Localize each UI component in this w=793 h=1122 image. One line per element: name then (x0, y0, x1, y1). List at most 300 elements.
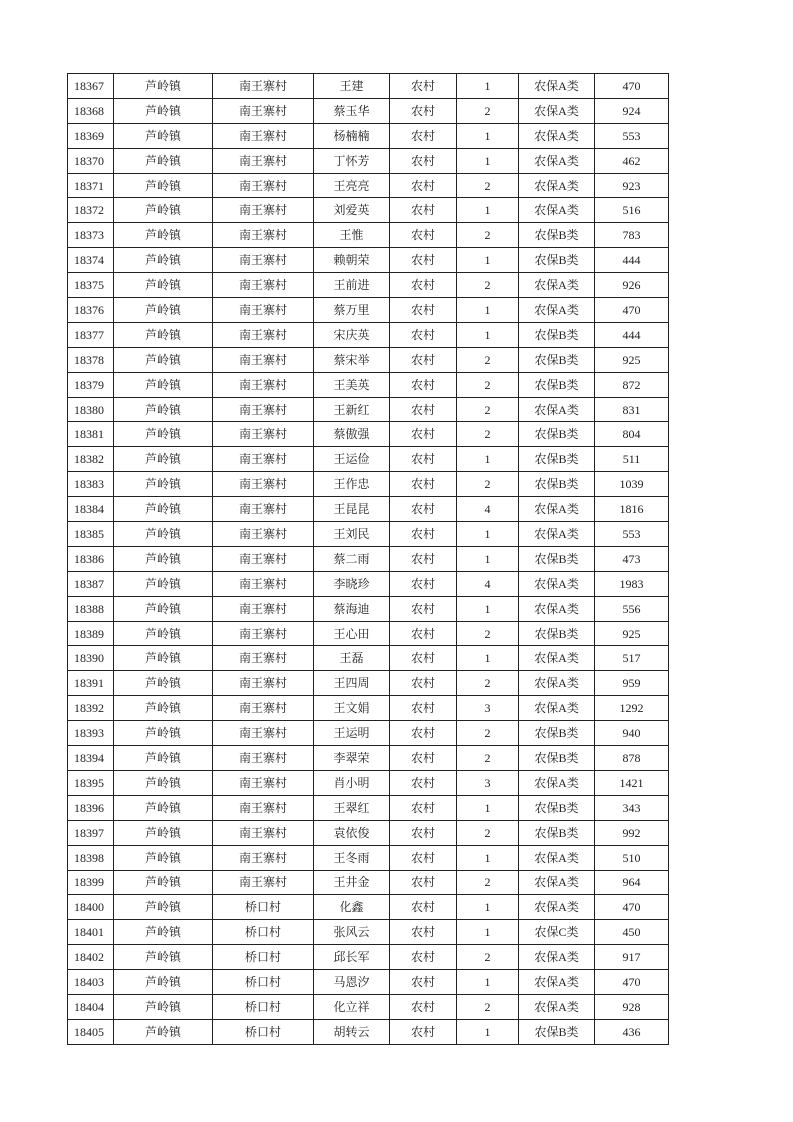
town-cell: 芦岭镇 (114, 223, 213, 248)
amount-cell: 553 (595, 123, 669, 148)
household-count-cell: 1 (457, 123, 519, 148)
household-count-cell: 2 (457, 472, 519, 497)
table-row (68, 497, 669, 522)
area-type-cell: 农村 (390, 646, 457, 671)
town-cell: 芦岭镇 (114, 920, 213, 945)
record-id-cell: 18390 (68, 646, 114, 671)
record-id-cell: 18377 (68, 322, 114, 347)
table-row (68, 123, 669, 148)
household-count-cell: 2 (457, 945, 519, 970)
town-cell: 芦岭镇 (114, 671, 213, 696)
household-count-cell: 2 (457, 746, 519, 771)
insurance-category-cell: 农保B类 (519, 746, 595, 771)
name-cell: 王翠红 (314, 795, 390, 820)
name-cell: 马恩汐 (314, 970, 390, 995)
area-type-cell: 农村 (390, 497, 457, 522)
household-count-cell: 1 (457, 546, 519, 571)
name-cell: 蔡万里 (314, 298, 390, 323)
name-cell: 肖小明 (314, 770, 390, 795)
name-cell: 王新红 (314, 397, 390, 422)
town-cell: 芦岭镇 (114, 298, 213, 323)
record-id-cell: 18396 (68, 795, 114, 820)
village-cell: 南王寨村 (213, 845, 314, 870)
record-id-cell: 18402 (68, 945, 114, 970)
town-cell: 芦岭镇 (114, 795, 213, 820)
table-row (68, 895, 669, 920)
insurance-category-cell: 农保B类 (519, 546, 595, 571)
area-type-cell: 农村 (390, 671, 457, 696)
table-row (68, 621, 669, 646)
amount-cell: 462 (595, 148, 669, 173)
record-id-cell: 18405 (68, 1019, 114, 1044)
table-row (68, 746, 669, 771)
table-row (68, 820, 669, 845)
village-cell: 南王寨村 (213, 472, 314, 497)
record-id-cell: 18373 (68, 223, 114, 248)
household-count-cell: 2 (457, 223, 519, 248)
table-row (68, 1019, 669, 1044)
name-cell: 蔡海迪 (314, 596, 390, 621)
amount-cell: 517 (595, 646, 669, 671)
town-cell: 芦岭镇 (114, 522, 213, 547)
town-cell: 芦岭镇 (114, 422, 213, 447)
area-type-cell: 农村 (390, 198, 457, 223)
record-id-cell: 18391 (68, 671, 114, 696)
table-row (68, 447, 669, 472)
household-count-cell: 2 (457, 820, 519, 845)
household-count-cell: 1 (457, 970, 519, 995)
table-row (68, 148, 669, 173)
record-id-cell: 18385 (68, 522, 114, 547)
area-type-cell: 农村 (390, 621, 457, 646)
insurance-category-cell: 农保A类 (519, 123, 595, 148)
household-count-cell: 1 (457, 845, 519, 870)
insurance-category-cell: 农保A类 (519, 696, 595, 721)
table-row (68, 671, 669, 696)
amount-cell: 343 (595, 795, 669, 820)
amount-cell: 992 (595, 820, 669, 845)
village-cell: 南王寨村 (213, 497, 314, 522)
village-cell: 桥口村 (213, 920, 314, 945)
table-row (68, 422, 669, 447)
town-cell: 芦岭镇 (114, 945, 213, 970)
table-body (68, 74, 669, 1045)
amount-cell: 470 (595, 970, 669, 995)
household-count-cell: 1 (457, 920, 519, 945)
record-id-cell: 18381 (68, 422, 114, 447)
village-cell: 南王寨村 (213, 98, 314, 123)
town-cell: 芦岭镇 (114, 248, 213, 273)
insurance-category-cell: 农保B类 (519, 223, 595, 248)
record-id-cell: 18392 (68, 696, 114, 721)
table-row (68, 571, 669, 596)
record-id-cell: 18393 (68, 721, 114, 746)
table-row (68, 397, 669, 422)
household-count-cell: 1 (457, 322, 519, 347)
town-cell: 芦岭镇 (114, 198, 213, 223)
household-count-cell: 2 (457, 422, 519, 447)
town-cell: 芦岭镇 (114, 497, 213, 522)
table-row (68, 223, 669, 248)
area-type-cell: 农村 (390, 845, 457, 870)
name-cell: 化立祥 (314, 994, 390, 1019)
record-id-cell: 18380 (68, 397, 114, 422)
town-cell: 芦岭镇 (114, 546, 213, 571)
table-row (68, 970, 669, 995)
area-type-cell: 农村 (390, 148, 457, 173)
town-cell: 芦岭镇 (114, 646, 213, 671)
record-id-cell: 18395 (68, 770, 114, 795)
insurance-category-cell: 农保A类 (519, 870, 595, 895)
village-cell: 南王寨村 (213, 148, 314, 173)
record-id-cell: 18383 (68, 472, 114, 497)
village-cell: 南王寨村 (213, 198, 314, 223)
area-type-cell: 农村 (390, 372, 457, 397)
village-cell: 南王寨村 (213, 397, 314, 422)
table-row (68, 273, 669, 298)
village-cell: 南王寨村 (213, 74, 314, 99)
amount-cell: 556 (595, 596, 669, 621)
town-cell: 芦岭镇 (114, 621, 213, 646)
record-id-cell: 18387 (68, 571, 114, 596)
record-id-cell: 18384 (68, 497, 114, 522)
insurance-category-cell: 农保B类 (519, 248, 595, 273)
household-count-cell: 4 (457, 571, 519, 596)
table-row (68, 845, 669, 870)
insurance-category-cell: 农保B类 (519, 721, 595, 746)
amount-cell: 878 (595, 746, 669, 771)
table-row (68, 298, 669, 323)
insurance-category-cell: 农保B类 (519, 621, 595, 646)
insurance-category-cell: 农保A类 (519, 522, 595, 547)
town-cell: 芦岭镇 (114, 820, 213, 845)
household-count-cell: 2 (457, 671, 519, 696)
village-cell: 桥口村 (213, 994, 314, 1019)
amount-cell: 1421 (595, 770, 669, 795)
household-count-cell: 2 (457, 994, 519, 1019)
insurance-category-cell: 农保B类 (519, 820, 595, 845)
name-cell: 丁怀芳 (314, 148, 390, 173)
data-table (67, 73, 669, 1045)
area-type-cell: 农村 (390, 820, 457, 845)
table-row (68, 522, 669, 547)
town-cell: 芦岭镇 (114, 571, 213, 596)
area-type-cell: 农村 (390, 322, 457, 347)
insurance-category-cell: 农保A类 (519, 646, 595, 671)
table-row (68, 546, 669, 571)
village-cell: 南王寨村 (213, 820, 314, 845)
record-id-cell: 18371 (68, 173, 114, 198)
amount-cell: 925 (595, 621, 669, 646)
table-row (68, 945, 669, 970)
village-cell: 南王寨村 (213, 671, 314, 696)
amount-cell: 450 (595, 920, 669, 945)
table-row (68, 74, 669, 99)
household-count-cell: 2 (457, 372, 519, 397)
name-cell: 蔡宋举 (314, 347, 390, 372)
amount-cell: 1292 (595, 696, 669, 721)
name-cell: 王心田 (314, 621, 390, 646)
table-row (68, 472, 669, 497)
insurance-category-cell: 农保B类 (519, 447, 595, 472)
amount-cell: 516 (595, 198, 669, 223)
town-cell: 芦岭镇 (114, 970, 213, 995)
town-cell: 芦岭镇 (114, 994, 213, 1019)
village-cell: 南王寨村 (213, 721, 314, 746)
household-count-cell: 1 (457, 646, 519, 671)
table-row (68, 173, 669, 198)
household-count-cell: 3 (457, 696, 519, 721)
area-type-cell: 农村 (390, 546, 457, 571)
village-cell: 南王寨村 (213, 571, 314, 596)
village-cell: 南王寨村 (213, 447, 314, 472)
name-cell: 蔡二雨 (314, 546, 390, 571)
village-cell: 南王寨村 (213, 546, 314, 571)
village-cell: 南王寨村 (213, 223, 314, 248)
town-cell: 芦岭镇 (114, 372, 213, 397)
town-cell: 芦岭镇 (114, 696, 213, 721)
table-row (68, 347, 669, 372)
record-id-cell: 18382 (68, 447, 114, 472)
amount-cell: 804 (595, 422, 669, 447)
name-cell: 袁依俊 (314, 820, 390, 845)
area-type-cell: 农村 (390, 298, 457, 323)
area-type-cell: 农村 (390, 422, 457, 447)
area-type-cell: 农村 (390, 920, 457, 945)
table-row (68, 322, 669, 347)
record-id-cell: 18386 (68, 546, 114, 571)
name-cell: 王磊 (314, 646, 390, 671)
name-cell: 王井金 (314, 870, 390, 895)
table-row (68, 596, 669, 621)
insurance-category-cell: 农保A类 (519, 148, 595, 173)
name-cell: 李翠荣 (314, 746, 390, 771)
insurance-category-cell: 农保A类 (519, 671, 595, 696)
town-cell: 芦岭镇 (114, 347, 213, 372)
village-cell: 南王寨村 (213, 522, 314, 547)
household-count-cell: 2 (457, 273, 519, 298)
table-row (68, 248, 669, 273)
record-id-cell: 18369 (68, 123, 114, 148)
village-cell: 南王寨村 (213, 123, 314, 148)
village-cell: 桥口村 (213, 945, 314, 970)
record-id-cell: 18403 (68, 970, 114, 995)
amount-cell: 436 (595, 1019, 669, 1044)
area-type-cell: 农村 (390, 994, 457, 1019)
town-cell: 芦岭镇 (114, 770, 213, 795)
area-type-cell: 农村 (390, 397, 457, 422)
area-type-cell: 农村 (390, 870, 457, 895)
household-count-cell: 2 (457, 173, 519, 198)
town-cell: 芦岭镇 (114, 870, 213, 895)
town-cell: 芦岭镇 (114, 74, 213, 99)
name-cell: 邱长军 (314, 945, 390, 970)
area-type-cell: 农村 (390, 173, 457, 198)
name-cell: 蔡傲强 (314, 422, 390, 447)
amount-cell: 831 (595, 397, 669, 422)
village-cell: 南王寨村 (213, 322, 314, 347)
household-count-cell: 4 (457, 497, 519, 522)
town-cell: 芦岭镇 (114, 845, 213, 870)
name-cell: 王四周 (314, 671, 390, 696)
amount-cell: 444 (595, 248, 669, 273)
area-type-cell: 农村 (390, 945, 457, 970)
insurance-category-cell: 农保A类 (519, 397, 595, 422)
record-id-cell: 18370 (68, 148, 114, 173)
name-cell: 王刘民 (314, 522, 390, 547)
household-count-cell: 1 (457, 248, 519, 273)
table-row (68, 646, 669, 671)
area-type-cell: 农村 (390, 522, 457, 547)
name-cell: 宋庆英 (314, 322, 390, 347)
record-id-cell: 18399 (68, 870, 114, 895)
table-row (68, 696, 669, 721)
amount-cell: 510 (595, 845, 669, 870)
area-type-cell: 农村 (390, 795, 457, 820)
record-id-cell: 18378 (68, 347, 114, 372)
record-id-cell: 18400 (68, 895, 114, 920)
record-id-cell: 18375 (68, 273, 114, 298)
insurance-category-cell: 农保B类 (519, 322, 595, 347)
table-row (68, 994, 669, 1019)
town-cell: 芦岭镇 (114, 596, 213, 621)
household-count-cell: 2 (457, 870, 519, 895)
insurance-category-cell: 农保A类 (519, 98, 595, 123)
area-type-cell: 农村 (390, 721, 457, 746)
name-cell: 李晓珍 (314, 571, 390, 596)
household-count-cell: 1 (457, 895, 519, 920)
name-cell: 蔡玉华 (314, 98, 390, 123)
village-cell: 南王寨村 (213, 646, 314, 671)
insurance-category-cell: 农保A类 (519, 173, 595, 198)
amount-cell: 1983 (595, 571, 669, 596)
record-id-cell: 18388 (68, 596, 114, 621)
insurance-category-cell: 农保A类 (519, 945, 595, 970)
insurance-category-cell: 农保A类 (519, 497, 595, 522)
record-id-cell: 18368 (68, 98, 114, 123)
area-type-cell: 农村 (390, 123, 457, 148)
name-cell: 化鑫 (314, 895, 390, 920)
town-cell: 芦岭镇 (114, 447, 213, 472)
village-cell: 南王寨村 (213, 770, 314, 795)
area-type-cell: 农村 (390, 770, 457, 795)
town-cell: 芦岭镇 (114, 746, 213, 771)
table-row (68, 372, 669, 397)
household-count-cell: 1 (457, 298, 519, 323)
town-cell: 芦岭镇 (114, 472, 213, 497)
table-row (68, 920, 669, 945)
record-id-cell: 18372 (68, 198, 114, 223)
amount-cell: 1039 (595, 472, 669, 497)
insurance-category-cell: 农保B类 (519, 795, 595, 820)
name-cell: 王惟 (314, 223, 390, 248)
amount-cell: 470 (595, 298, 669, 323)
village-cell: 南王寨村 (213, 596, 314, 621)
household-count-cell: 2 (457, 721, 519, 746)
amount-cell: 470 (595, 895, 669, 920)
amount-cell: 964 (595, 870, 669, 895)
name-cell: 王前进 (314, 273, 390, 298)
household-count-cell: 2 (457, 397, 519, 422)
name-cell: 王昆昆 (314, 497, 390, 522)
insurance-category-cell: 农保A类 (519, 198, 595, 223)
name-cell: 胡转云 (314, 1019, 390, 1044)
area-type-cell: 农村 (390, 746, 457, 771)
household-count-cell: 1 (457, 148, 519, 173)
amount-cell: 923 (595, 173, 669, 198)
table-row (68, 870, 669, 895)
amount-cell: 959 (595, 671, 669, 696)
area-type-cell: 农村 (390, 1019, 457, 1044)
town-cell: 芦岭镇 (114, 1019, 213, 1044)
insurance-category-cell: 农保A类 (519, 895, 595, 920)
village-cell: 南王寨村 (213, 621, 314, 646)
insurance-category-cell: 农保B类 (519, 422, 595, 447)
amount-cell: 553 (595, 522, 669, 547)
area-type-cell: 农村 (390, 895, 457, 920)
amount-cell: 444 (595, 322, 669, 347)
household-count-cell: 2 (457, 347, 519, 372)
name-cell: 王美英 (314, 372, 390, 397)
village-cell: 南王寨村 (213, 298, 314, 323)
record-id-cell: 18374 (68, 248, 114, 273)
amount-cell: 928 (595, 994, 669, 1019)
village-cell: 南王寨村 (213, 347, 314, 372)
area-type-cell: 农村 (390, 273, 457, 298)
town-cell: 芦岭镇 (114, 173, 213, 198)
name-cell: 王运明 (314, 721, 390, 746)
table-row (68, 98, 669, 123)
village-cell: 南王寨村 (213, 273, 314, 298)
village-cell: 南王寨村 (213, 795, 314, 820)
area-type-cell: 农村 (390, 447, 457, 472)
area-type-cell: 农村 (390, 347, 457, 372)
amount-cell: 917 (595, 945, 669, 970)
household-count-cell: 1 (457, 795, 519, 820)
name-cell: 王建 (314, 74, 390, 99)
insurance-category-cell: 农保A类 (519, 970, 595, 995)
amount-cell: 1816 (595, 497, 669, 522)
table-row (68, 795, 669, 820)
area-type-cell: 农村 (390, 98, 457, 123)
name-cell: 杨楠楠 (314, 123, 390, 148)
record-id-cell: 18404 (68, 994, 114, 1019)
town-cell: 芦岭镇 (114, 322, 213, 347)
village-cell: 南王寨村 (213, 173, 314, 198)
village-cell: 桥口村 (213, 970, 314, 995)
area-type-cell: 农村 (390, 248, 457, 273)
name-cell: 王作忠 (314, 472, 390, 497)
name-cell: 王运俭 (314, 447, 390, 472)
town-cell: 芦岭镇 (114, 895, 213, 920)
name-cell: 王冬雨 (314, 845, 390, 870)
insurance-category-cell: 农保A类 (519, 770, 595, 795)
area-type-cell: 农村 (390, 472, 457, 497)
village-cell: 桥口村 (213, 1019, 314, 1044)
village-cell: 南王寨村 (213, 746, 314, 771)
record-id-cell: 18379 (68, 372, 114, 397)
name-cell: 张风云 (314, 920, 390, 945)
household-count-cell: 2 (457, 621, 519, 646)
household-count-cell: 1 (457, 447, 519, 472)
town-cell: 芦岭镇 (114, 273, 213, 298)
town-cell: 芦岭镇 (114, 98, 213, 123)
amount-cell: 473 (595, 546, 669, 571)
amount-cell: 872 (595, 372, 669, 397)
village-cell: 桥口村 (213, 895, 314, 920)
insurance-category-cell: 农保B类 (519, 372, 595, 397)
area-type-cell: 农村 (390, 223, 457, 248)
